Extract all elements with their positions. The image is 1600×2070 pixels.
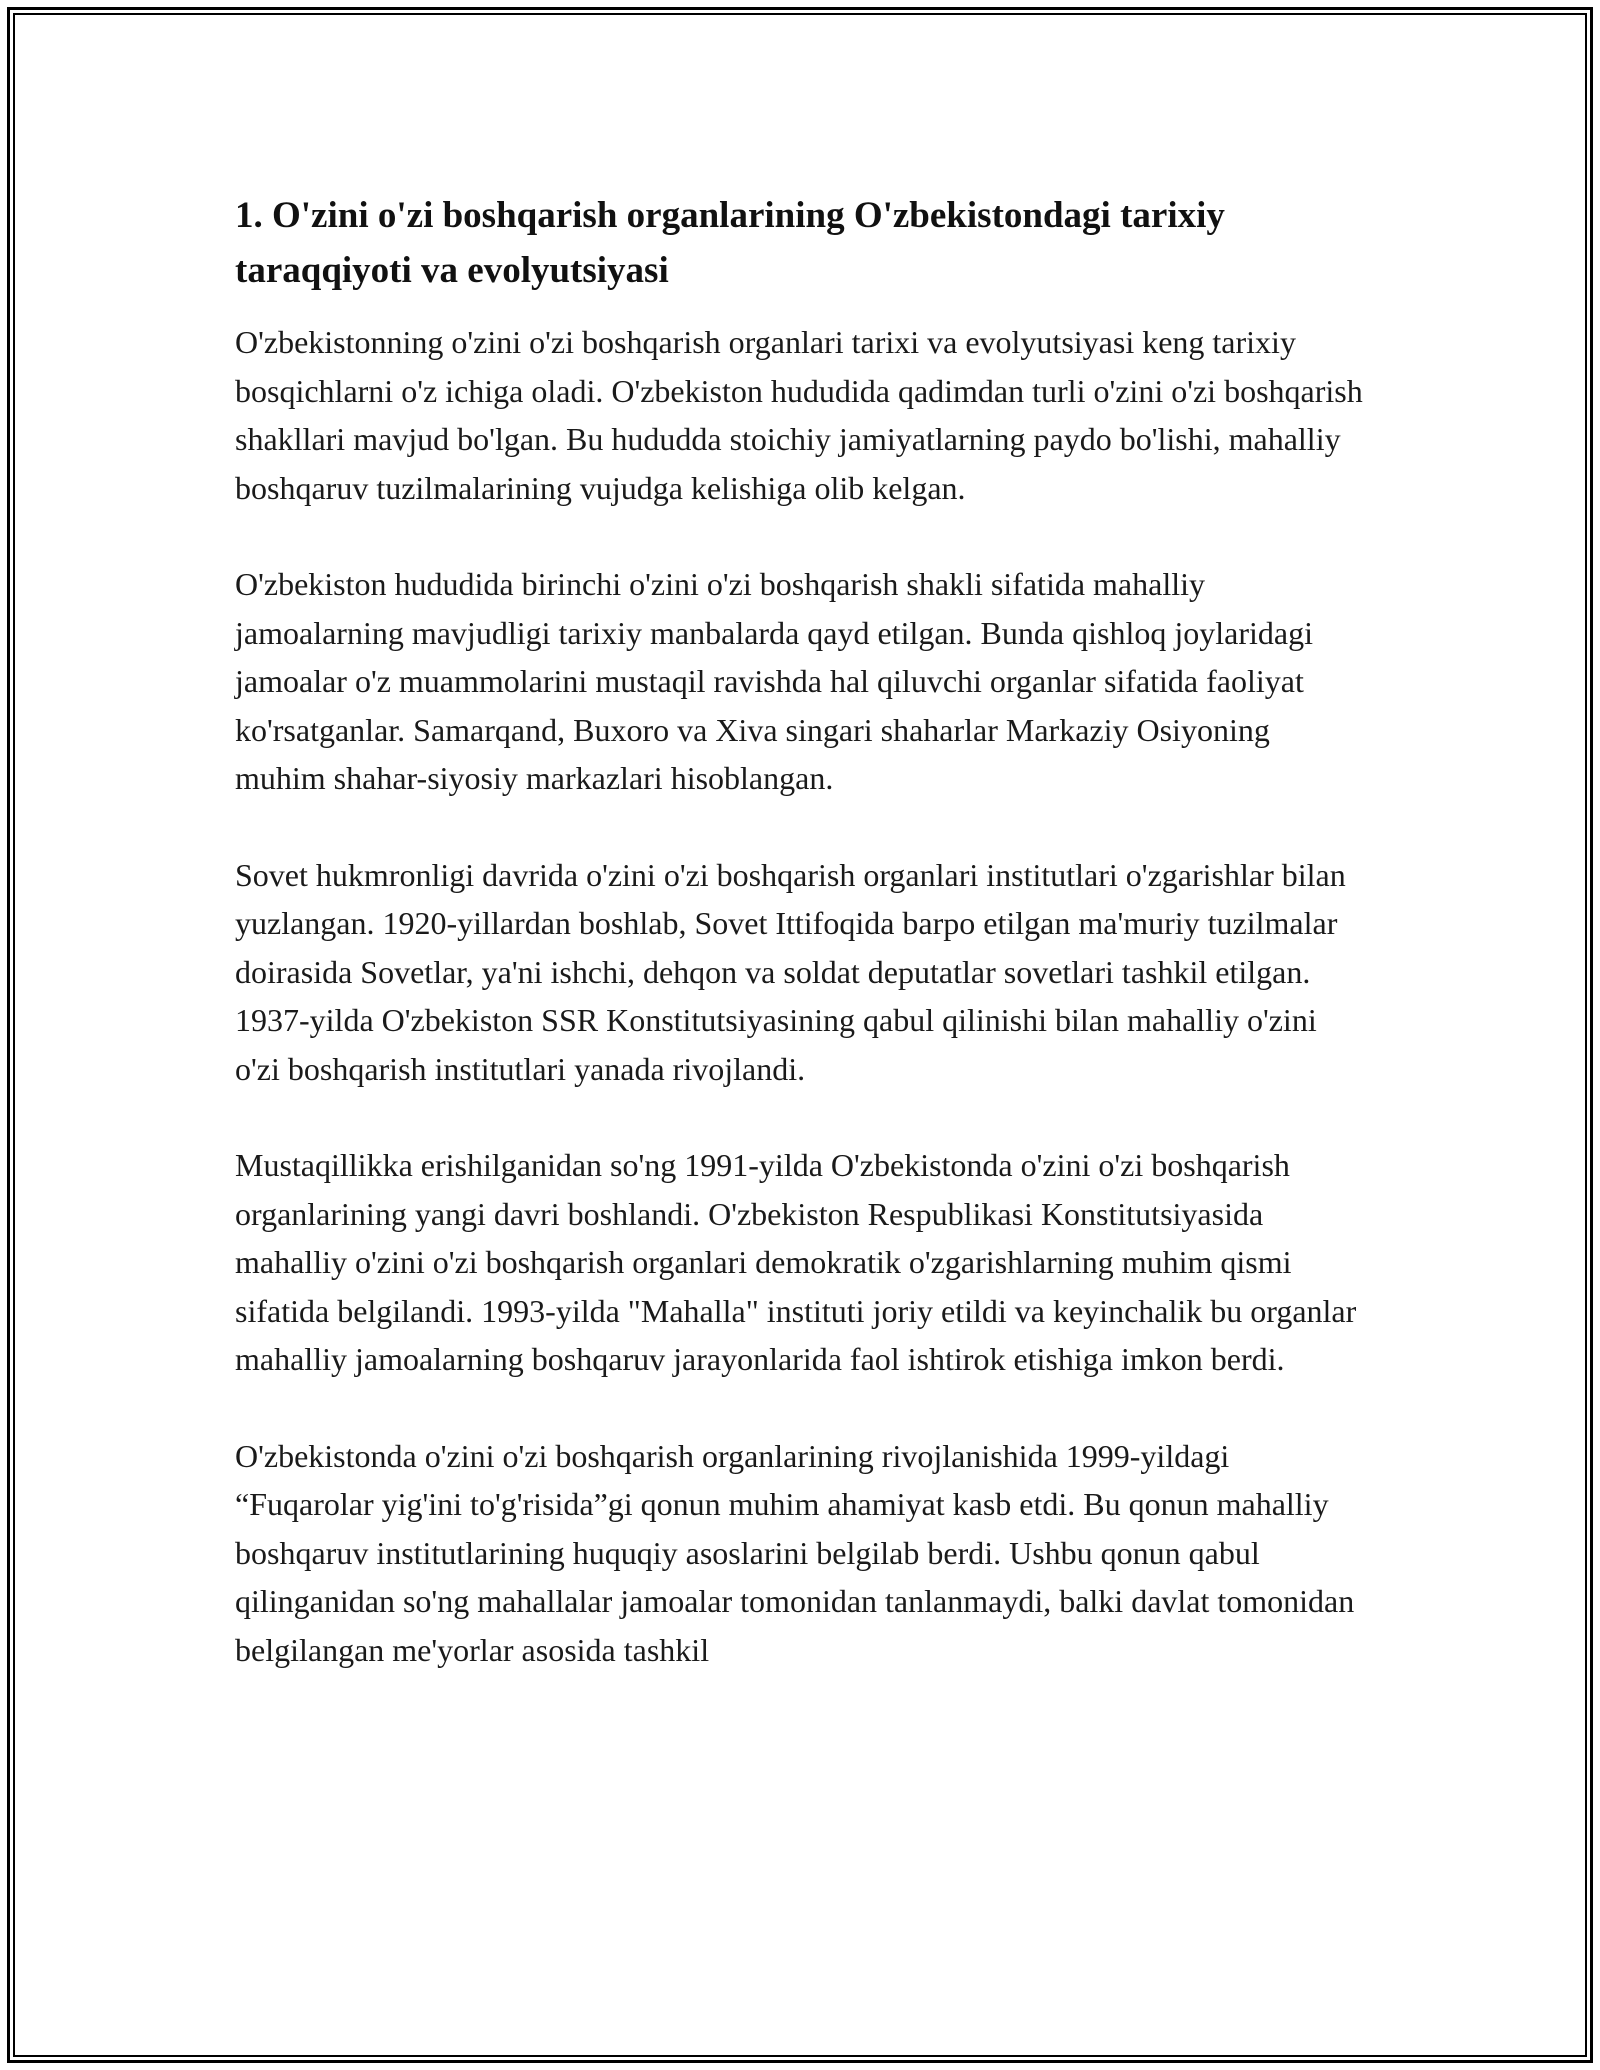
paragraph-independence: Mustaqillikka erishilganidan so'ng 1991-yilda O'zbekistonda o'zini o'zi boshqarish organlarining yangi davri boshlandi. O'zbekiston Respublikasi Konstitutsiyasida mahalliy o'zini o'zi boshqarish organlari demokratik o'zgarishlarning muhim qismi sifatida belgilandi. 1993-yilda "Mahalla" instituti joriy etildi va keyinchalik bu organlar mahalliy jamoalarning boshqaruv jarayonlarida faol ishtirok etishiga imkon berdi.: [235, 1147, 1357, 1377]
paragraph-soviet-period: Sovet hukmronligi davrida o'zini o'zi boshqarish organlari institutlari o'zgarishlar bilan yuzlangan. 1920-yillardan boshlab, Sovet Ittifoqida barpo etilgan ma'muriy tuzilmalar doirasida Sovetlar, ya'ni ishchi, dehqon va soldat deputatlar sovetlari tashkil etilgan. 1937-yilda O'zbekiston SSR Konstitutsiyasining qabul qilinishi bilan mahalliy o'zini o'zi boshqarish institutlari yanada rivojlandi.: [235, 856, 1346, 1087]
document-body: [235, 188, 1365, 1674]
paragraph-history-overview: O'zbekistonning o'zini o'zi boshqarish organlari tarixi va evolyutsiyasi keng tarixiy bosqichlarni o'z ichiga oladi. O'zbekiston hududida qadimdan turli o'zini o'zi boshqarish shakllari mavjud bo'lgan. Bu hududda stoichiy jamiyatlarning paydo bo'lishi, mahalliy boshqaruv tuzilmalarining vujudga kelishiga olib kelgan.: [235, 324, 1363, 506]
section-heading: 1. O'zini o'zi boshqarish organlarining O'zbekistondagi tarixiy taraqqiyoti va evolyutsiyasi: [235, 195, 1225, 291]
paragraph-1999-law: O'zbekistonda o'zini o'zi boshqarish organlarining rivojlanishida 1999-yildagi “Fuqarolar yig'ini to'g'risida”gi qonun muhim ahamiyat kasb etdi. Bu qonun mahalliy boshqaruv institutlarining huquqiy asoslarini belgilab berdi. Ushbu qonun qabul qilinganidan so'ng mahallalar jamoalar tomonidan tanlanmaydi, balki davlat tomonidan belgilangan me'yorlar asosida tashkil: [235, 1437, 1355, 1668]
paragraph-local-communities: O'zbekiston hududida birinchi o'zini o'zi boshqarish shakli sifatida mahalliy jamoalarning mavjudligi tarixiy manbalarda qayd etilgan. Bunda qishloq joylaridagi jamoalar o'z muammolarini mustaqil ravishda hal qiluvchi organlar sifatida faoliyat ko'rsatganlar. Samarqand, Buxoro va Xiva singari shaharlar Markaziy Osiyoning muhim shahar-siyosiy markazlari hisoblangan.: [235, 566, 1313, 796]
